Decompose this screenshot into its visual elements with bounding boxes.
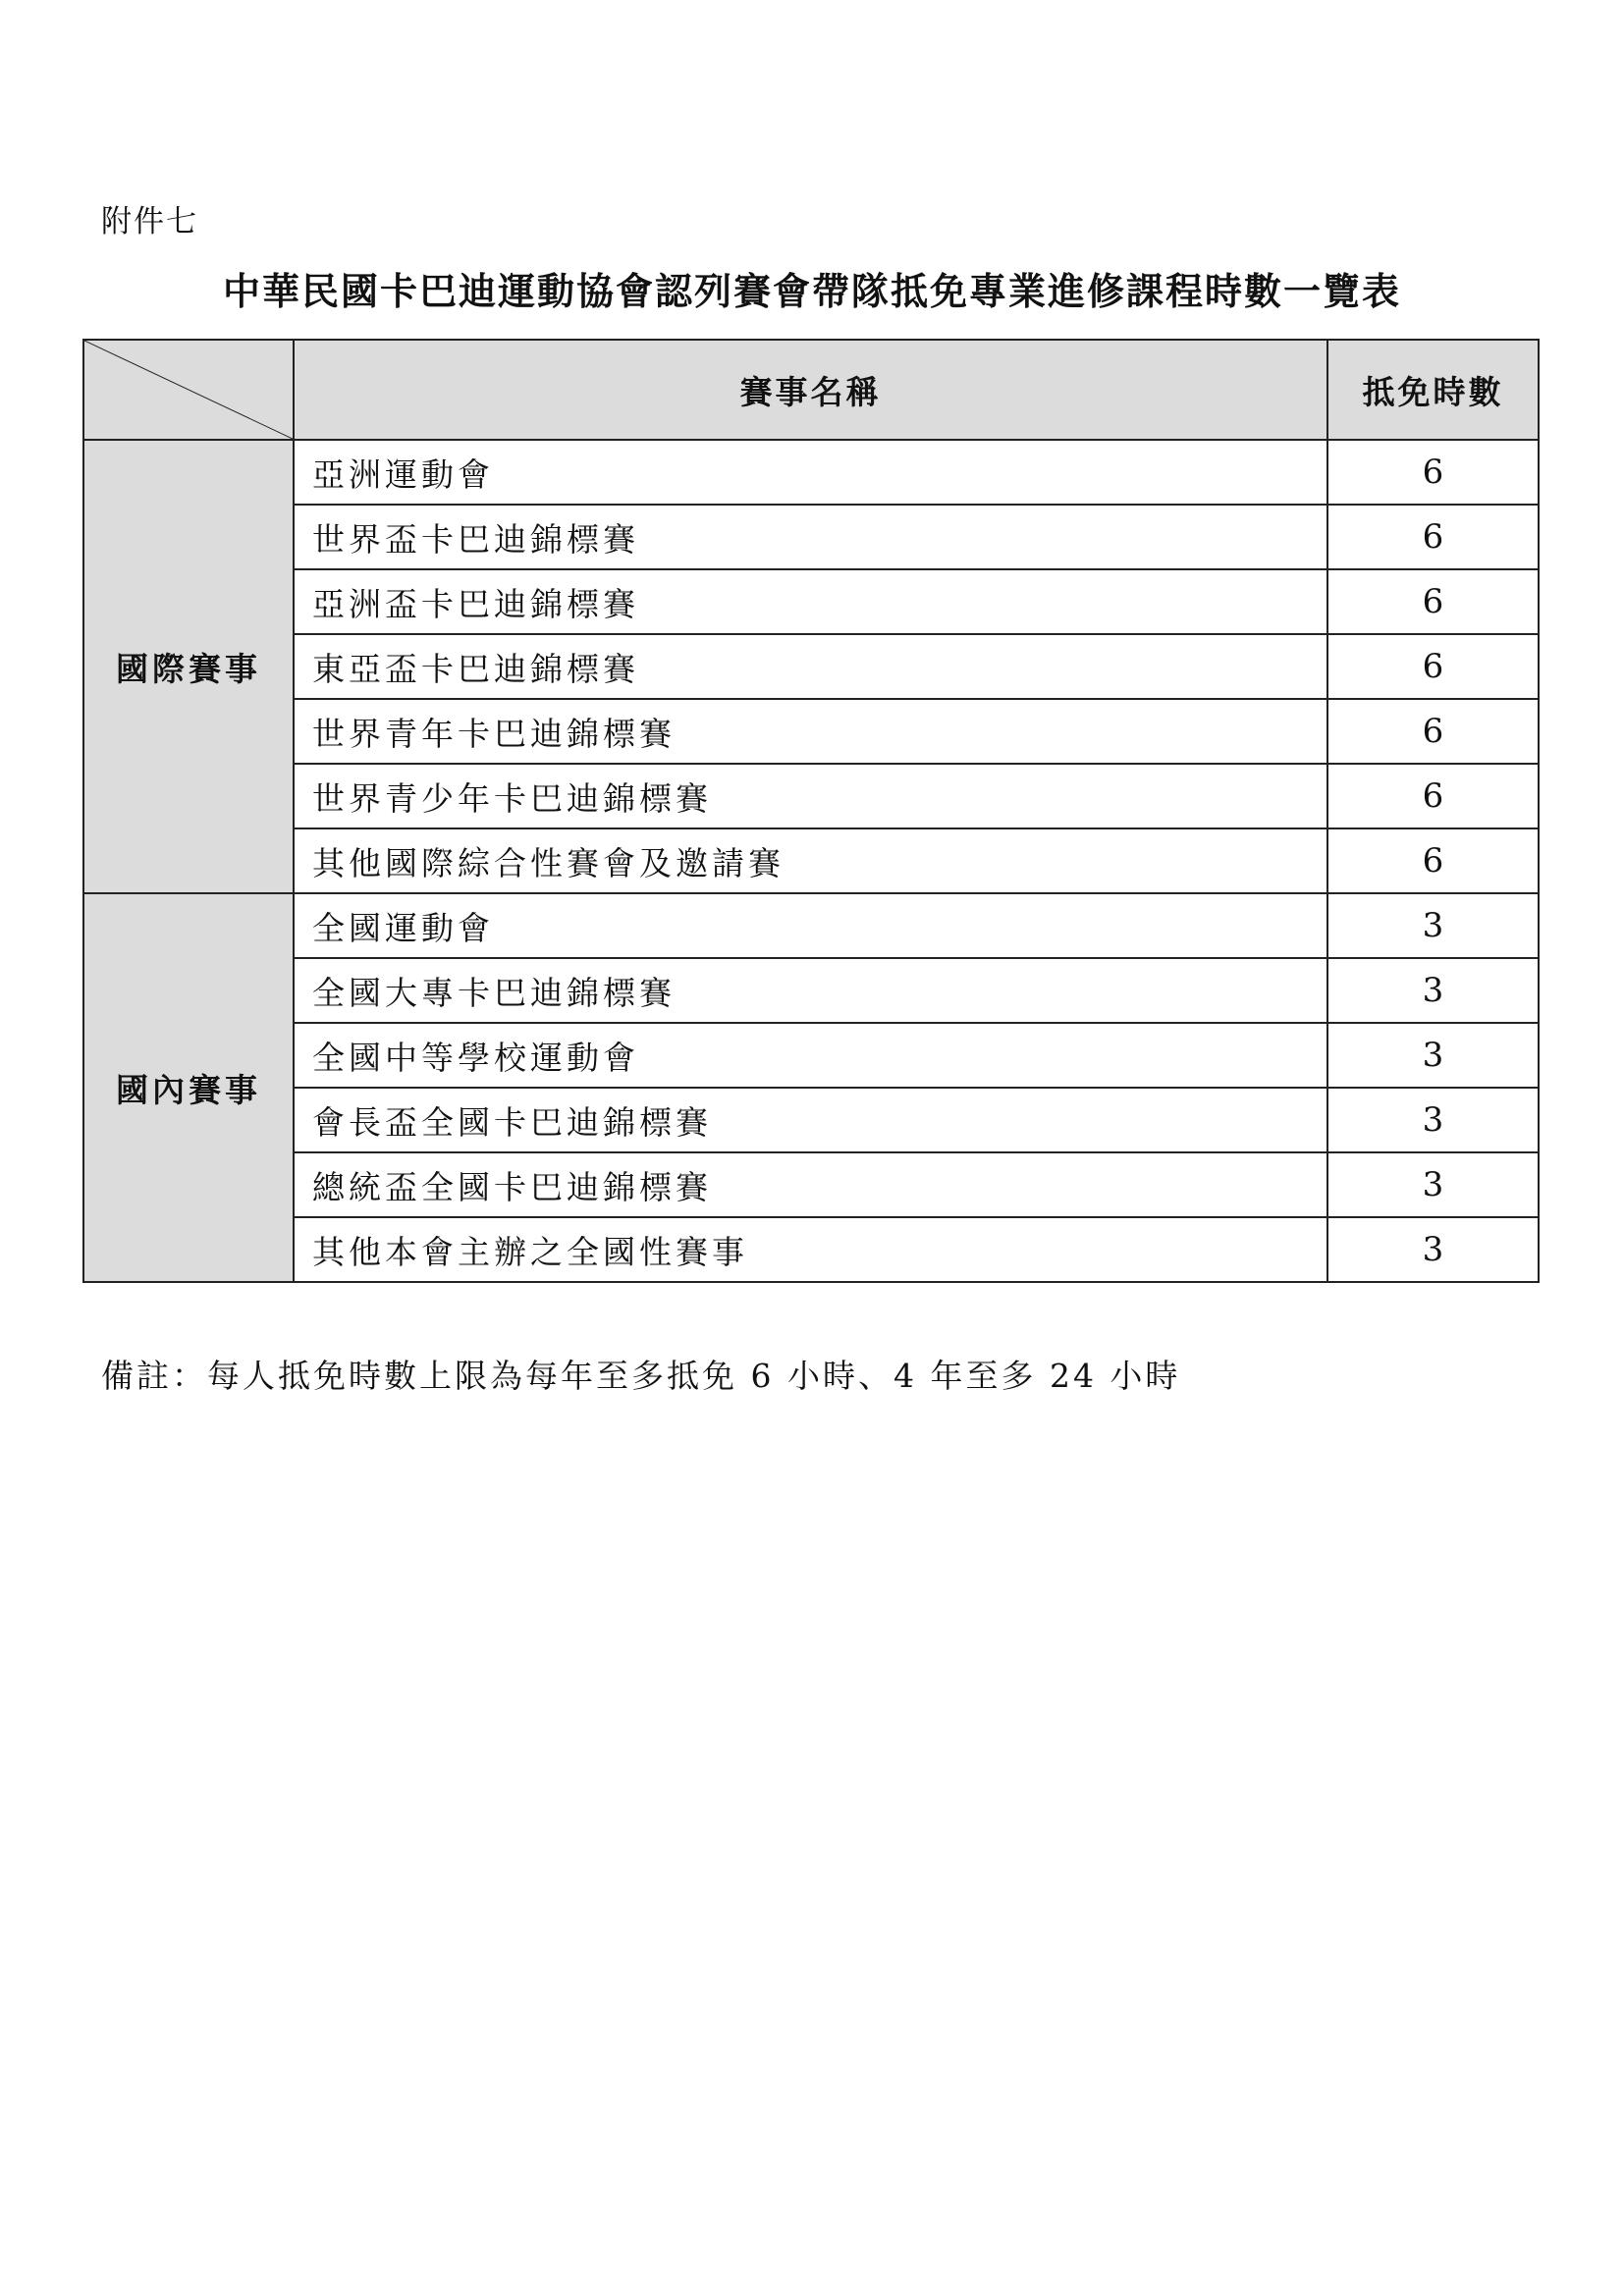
table-row: [83, 1088, 1539, 1152]
event-name-cell: 全國大專卡巴迪錦標賽: [294, 958, 1327, 1023]
event-name-cell: 亞洲盃卡巴迪錦標賽: [294, 569, 1327, 634]
corner-cell: [83, 340, 294, 440]
table-row: [83, 1152, 1539, 1217]
table-row: [83, 958, 1539, 1023]
table-row: [83, 699, 1539, 764]
remark-note: 備註：每人抵免時數上限為每年至多抵免 6 小時、4 年至多 24 小時: [101, 1357, 1181, 1395]
header-hours: 抵免時數: [1327, 340, 1539, 440]
table-row: [83, 440, 1539, 505]
event-name-cell: 會長盃全國卡巴迪錦標賽: [294, 1088, 1327, 1152]
hours-cell: 6: [1327, 828, 1539, 893]
hours-cell: 6: [1327, 440, 1539, 505]
credit-hours-table: [82, 339, 1540, 1283]
attachment-label: 附件七: [101, 204, 198, 240]
table-row: [83, 505, 1539, 569]
hours-cell: 6: [1327, 569, 1539, 634]
category-international: 國際賽事: [83, 440, 294, 893]
event-name-cell: 世界青年卡巴迪錦標賽: [294, 699, 1327, 764]
hours-cell: 3: [1327, 1152, 1539, 1217]
category-domestic: 國內賽事: [83, 893, 294, 1282]
event-name-cell: 其他本會主辦之全國性賽事: [294, 1217, 1327, 1282]
hours-cell: 3: [1327, 893, 1539, 958]
table-row: [83, 1217, 1539, 1282]
hours-cell: 3: [1327, 1023, 1539, 1088]
document-title: 中華民國卡巴迪運動協會認列賽會帶隊抵免專業進修課程時數一覽表: [222, 269, 1401, 313]
hours-cell: 6: [1327, 699, 1539, 764]
table-header-row: [83, 340, 1539, 440]
event-name-cell: 總統盃全國卡巴迪錦標賽: [294, 1152, 1327, 1217]
table-row: [83, 828, 1539, 893]
table-row: [83, 893, 1539, 958]
hours-cell: 6: [1327, 634, 1539, 699]
hours-cell: 3: [1327, 1217, 1539, 1282]
diagonal-divider: [84, 341, 293, 439]
table-row: [83, 634, 1539, 699]
event-name-cell: 全國中等學校運動會: [294, 1023, 1327, 1088]
header-event-name: 賽事名稱: [294, 340, 1327, 440]
table-row: [83, 764, 1539, 828]
hours-cell: 6: [1327, 764, 1539, 828]
event-name-cell: 全國運動會: [294, 893, 1327, 958]
event-name-cell: 世界青少年卡巴迪錦標賽: [294, 764, 1327, 828]
event-name-cell: 亞洲運動會: [294, 440, 1327, 505]
table-row: [83, 569, 1539, 634]
hours-cell: 6: [1327, 505, 1539, 569]
event-name-cell: 其他國際綜合性賽會及邀請賽: [294, 828, 1327, 893]
event-name-cell: 東亞盃卡巴迪錦標賽: [294, 634, 1327, 699]
table-row: [83, 1023, 1539, 1088]
hours-cell: 3: [1327, 958, 1539, 1023]
event-name-cell: 世界盃卡巴迪錦標賽: [294, 505, 1327, 569]
hours-cell: 3: [1327, 1088, 1539, 1152]
